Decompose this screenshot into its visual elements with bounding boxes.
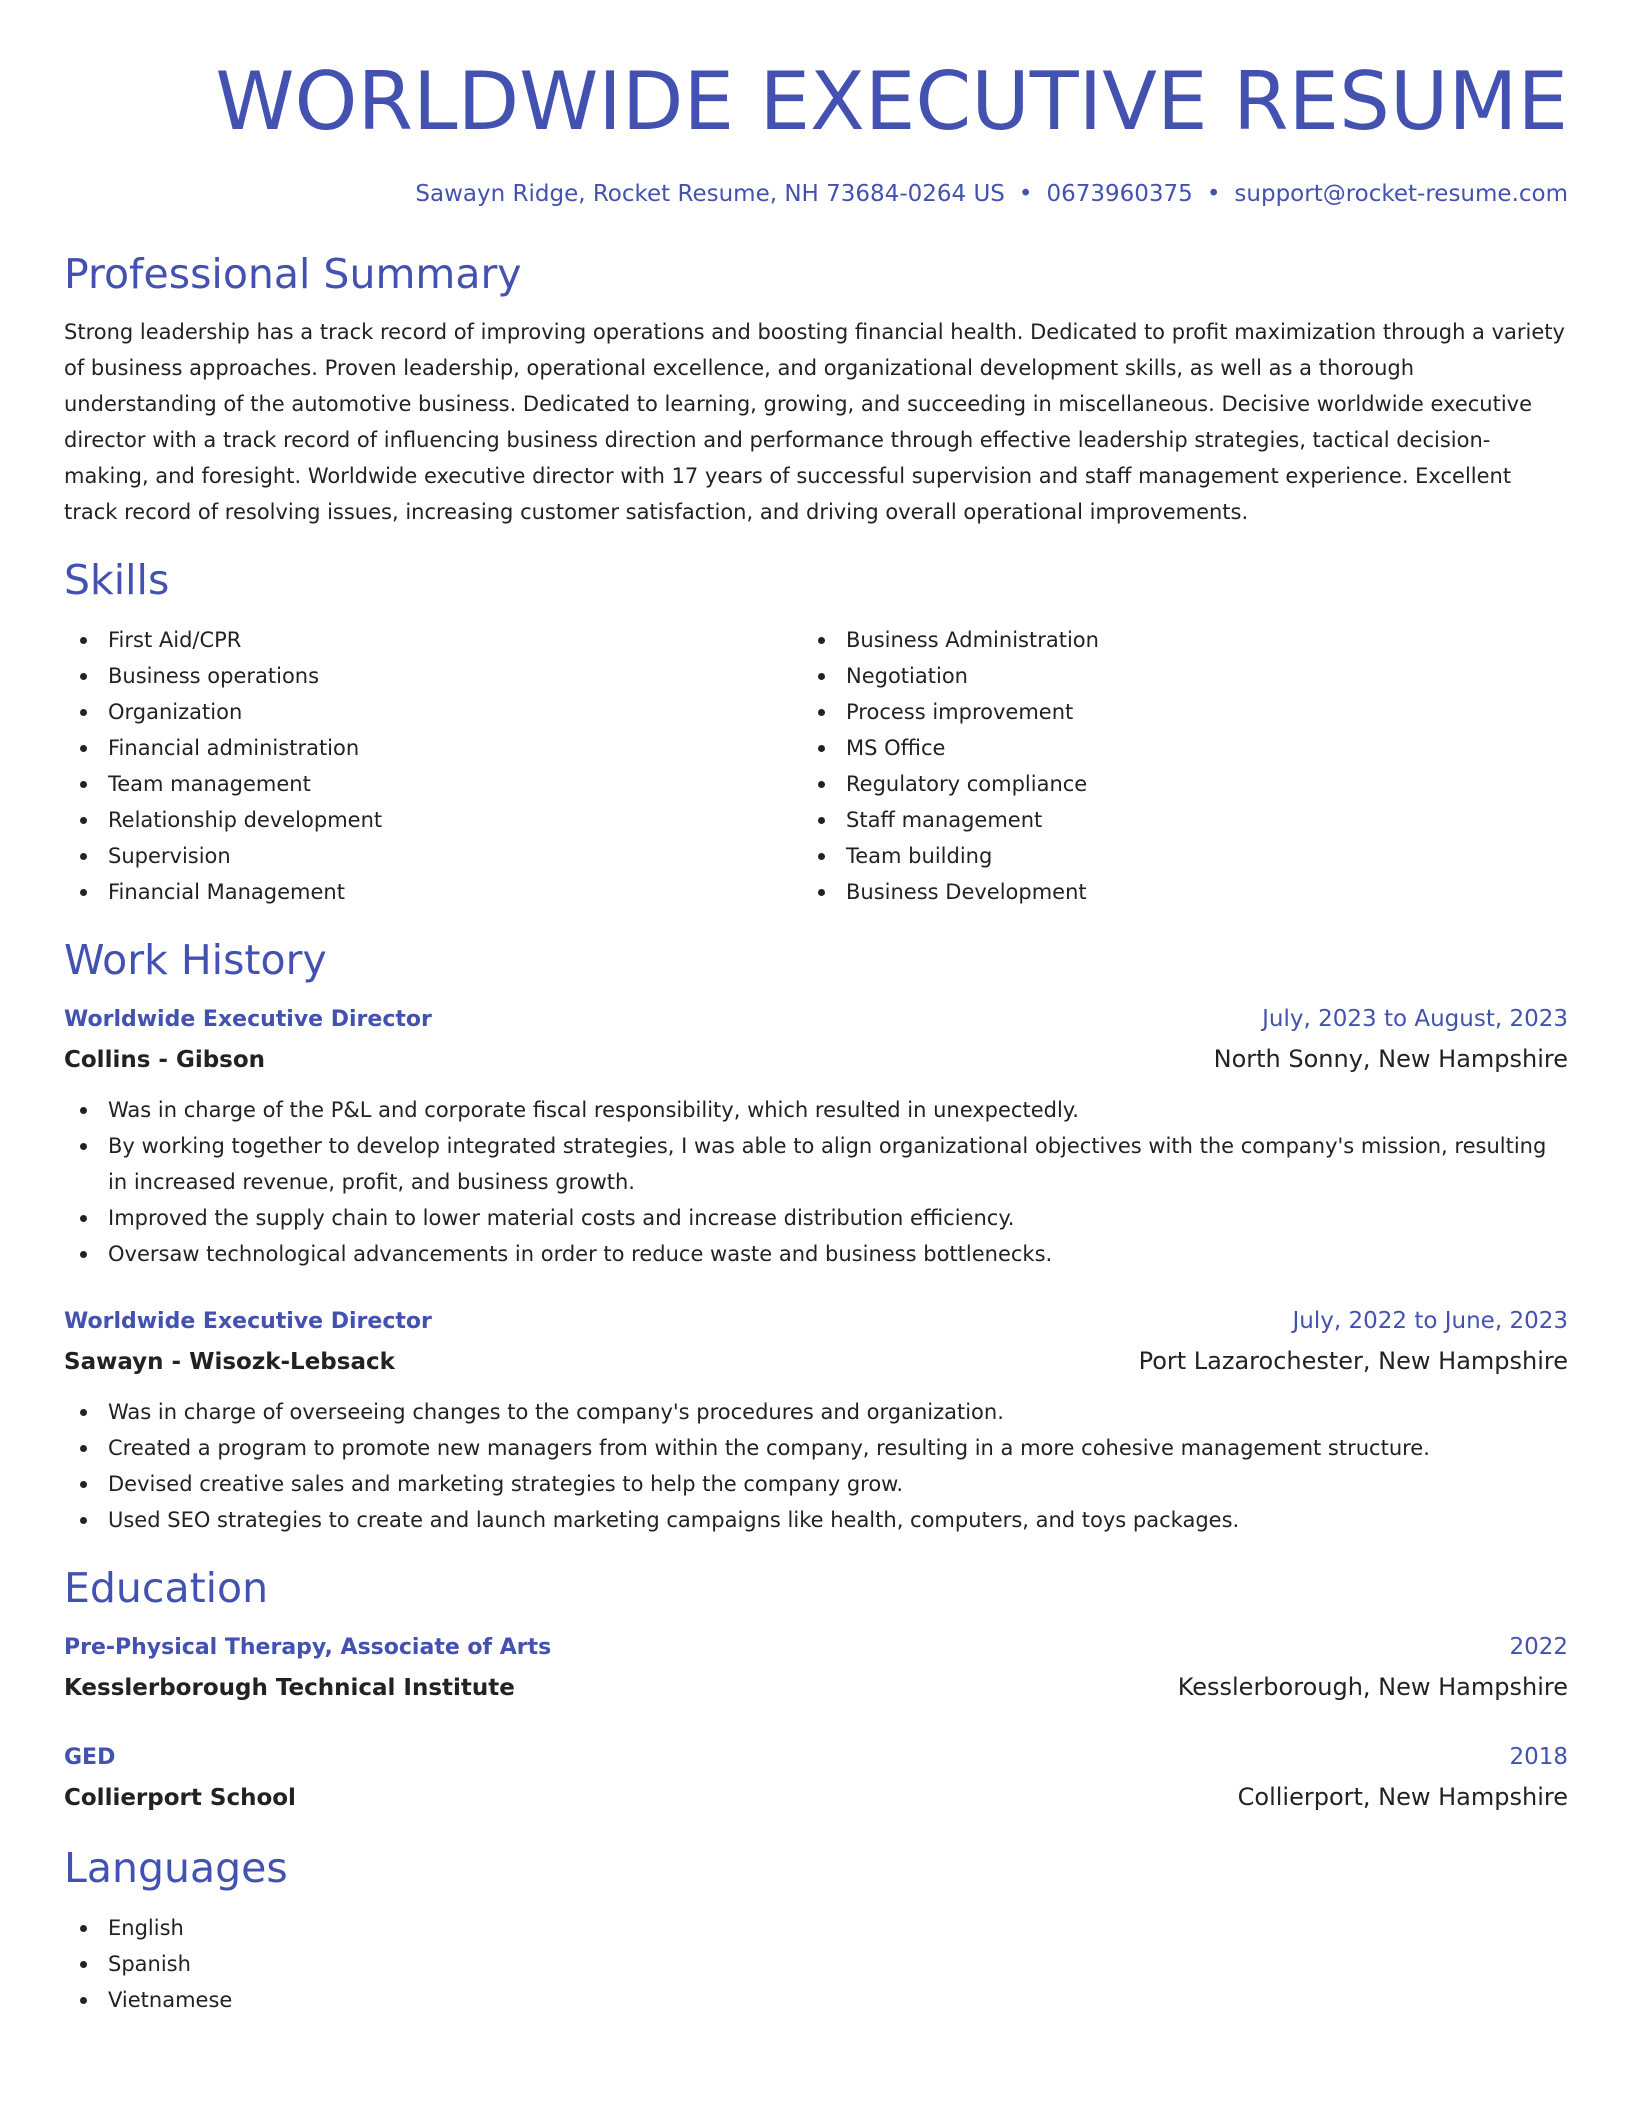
skill-item: Financial Management: [64, 874, 802, 910]
skill-item: Supervision: [64, 838, 802, 874]
job-bullets: [64, 1394, 1568, 1538]
job-location: Port Lazarochester, New Hampshire: [1138, 1347, 1568, 1375]
languages-section: [64, 1840, 1568, 2018]
job-bullet: Was in charge of the P&L and corporate fiscal responsibility, which resulted in unexpectedly.: [64, 1092, 1568, 1128]
education-degree: Pre-Physical Therapy, Associate of Arts: [64, 1635, 552, 1660]
education-school: Kesslerborough Technical Institute: [64, 1675, 515, 1701]
job-company-row: [64, 1039, 1568, 1080]
job-location: North Sonny, New Hampshire: [1213, 1045, 1568, 1073]
language-item: Spanish: [64, 1946, 1568, 1982]
education-degree-row: [64, 1628, 1568, 1667]
skills-heading: Skills: [64, 556, 170, 604]
education-section: [64, 1560, 1568, 1818]
job-dates: July, 2022 to June, 2023: [1292, 1308, 1568, 1334]
skill-item: Team management: [64, 766, 802, 802]
skills-grid: [64, 622, 1568, 910]
skill-item: Organization: [64, 694, 802, 730]
job-dates: July, 2023 to August, 2023: [1262, 1006, 1568, 1032]
skill-item: Financial administration: [64, 730, 802, 766]
job-title-row: [64, 1000, 1568, 1039]
education-degree-row: [64, 1738, 1568, 1777]
work-history-heading: Work History: [64, 936, 327, 984]
skill-item: MS Office: [802, 730, 1540, 766]
education-entry: [64, 1628, 1568, 1708]
skill-item: First Aid/CPR: [64, 622, 802, 658]
skill-item: Negotiation: [802, 658, 1540, 694]
job-bullet: Was in charge of overseeing changes to the company's procedures and organization.: [64, 1394, 1568, 1430]
job-bullet: Created a program to promote new managers from within the company, resulting in a more cohesive management structure.: [64, 1430, 1568, 1466]
education-year: 2022: [1509, 1634, 1568, 1660]
education-entry: [64, 1738, 1568, 1818]
languages-heading: Languages: [64, 1844, 288, 1892]
skill-item: Team building: [802, 838, 1540, 874]
job-title: Worldwide Executive Director: [64, 1309, 432, 1334]
education-school-row: [64, 1667, 1568, 1708]
education-heading: Education: [64, 1564, 269, 1612]
job-title-row: [64, 1302, 1568, 1341]
job-bullet: By working together to develop integrated strategies, I was able to align organizational objectives with the company's mission, resulting in increased revenue, profit, and business growth.: [64, 1128, 1568, 1200]
job-company: Sawayn - Wisozk-Lebsack: [64, 1349, 395, 1375]
contact-email[interactable]: support@rocket-resume.com: [1234, 181, 1568, 207]
education-location: Kesslerborough, New Hampshire: [1177, 1673, 1568, 1701]
work-history-section: [64, 932, 1568, 1538]
skills-right-list: [802, 622, 1540, 910]
job-bullet: Used SEO strategies to create and launch marketing campaigns like health, computers, and toys packages.: [64, 1502, 1568, 1538]
resume-title: WORLDWIDE EXECUTIVE RESUME: [215, 55, 1568, 148]
job-entry: [64, 1302, 1568, 1538]
skill-item: Regulatory compliance: [802, 766, 1540, 802]
contact-separator: •: [1206, 181, 1221, 207]
contact-line: [64, 178, 1568, 210]
skill-item: Relationship development: [64, 802, 802, 838]
job-bullet: Oversaw technological advancements in order to reduce waste and business bottlenecks.: [64, 1236, 1568, 1272]
education-school: Collierport School: [64, 1785, 296, 1811]
skill-item: Business operations: [64, 658, 802, 694]
languages-list: [64, 1910, 1568, 2018]
education-degree: GED: [64, 1745, 116, 1770]
contact-phone[interactable]: 0673960375: [1046, 181, 1193, 207]
education-location: Collierport, New Hampshire: [1237, 1783, 1568, 1811]
language-item: Vietnamese: [64, 1982, 1568, 2018]
skill-item: Process improvement: [802, 694, 1540, 730]
education-school-row: [64, 1777, 1568, 1818]
skill-item: Business Administration: [802, 622, 1540, 658]
job-company-row: [64, 1341, 1568, 1382]
job-company: Collins - Gibson: [64, 1047, 266, 1073]
education-year: 2018: [1509, 1744, 1568, 1770]
skills-section: [64, 552, 1568, 910]
job-bullet: Improved the supply chain to lower material costs and increase distribution efficiency.: [64, 1200, 1568, 1236]
summary-section: [64, 246, 1568, 530]
job-bullets: [64, 1092, 1568, 1272]
contact-separator: •: [1018, 181, 1033, 207]
job-entry: [64, 1000, 1568, 1272]
summary-heading: Professional Summary: [64, 250, 522, 298]
skills-left-list: [64, 622, 802, 910]
skill-item: Staff management: [802, 802, 1540, 838]
job-title: Worldwide Executive Director: [64, 1007, 432, 1032]
skill-item: Business Development: [802, 874, 1540, 910]
summary-text: Strong leadership has a track record of improving operations and boosting financial health. Dedicated to profit maximization through a variety of business approaches. Proven leadership, operational excellence, and organizational development skills, as well as a thorough understanding of the automotive business. Dedicated to learning, growing, and succeeding in miscellaneous. Decisive worldwide executive director with a track record of influencing business direction and performance through effective leadership strategies, tactical decision-making, and foresight. Worldwide executive director with 17 years of successful supervision and staff management experience. Excellent track record of resolving issues, increasing customer satisfaction, and driving overall operational improvements.: [64, 320, 1565, 524]
language-item: English: [64, 1910, 1568, 1946]
job-bullet: Devised creative sales and marketing strategies to help the company grow.: [64, 1466, 1568, 1502]
contact-address: Sawayn Ridge, Rocket Resume, NH 73684-0264 US: [415, 181, 1005, 207]
